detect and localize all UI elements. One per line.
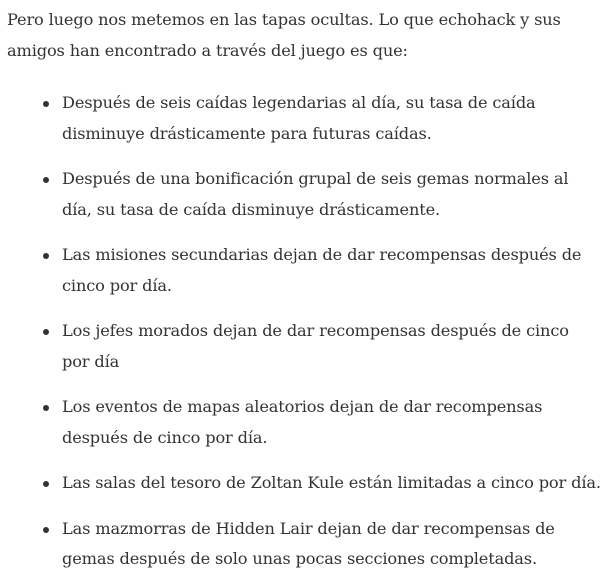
list-item-text: Las mazmorras de Hidden Lair dejan de dar recompensas de gemas después de solo unas pocas secciones completadas. — [62, 518, 555, 568]
list-item-text: Las misiones secundarias dejan de dar recompensas después de cinco por día. — [62, 245, 582, 295]
list-item-text: Los eventos de mapas aleatorios dejan de dar recompensas después de cinco por día. — [62, 397, 543, 447]
list-item — [7, 240, 601, 301]
list-item — [7, 468, 601, 499]
list-item — [7, 316, 601, 377]
bullet-icon — [43, 177, 49, 183]
bullet-icon — [43, 329, 49, 335]
bullet-icon — [43, 481, 49, 487]
list-item-text: Los jefes morados dejan de dar recompensas después de cinco por día — [62, 321, 569, 371]
bullet-list — [7, 88, 601, 575]
list-item — [7, 164, 601, 225]
bullet-icon — [43, 253, 49, 259]
list-item — [7, 88, 601, 149]
bullet-icon — [43, 405, 49, 411]
list-item-text: Después de seis caídas legendarias al día, su tasa de caída disminuye drásticamente para futuras caídas. — [62, 93, 536, 143]
intro-paragraph: Pero luego nos metemos en las tapas ocultas. Lo que echohack y sus amigos han encontrado a través del juego es que: — [7, 10, 561, 60]
list-item — [7, 514, 601, 575]
bullet-icon — [43, 527, 49, 533]
list-item-text: Las salas del tesoro de Zoltan Kule están limitadas a cinco por día. — [62, 473, 601, 492]
bullet-icon — [43, 101, 49, 107]
list-item — [7, 392, 601, 453]
list-item-text: Después de una bonificación grupal de seis gemas normales al día, su tasa de caída disminuye drásticamente. — [62, 169, 569, 219]
